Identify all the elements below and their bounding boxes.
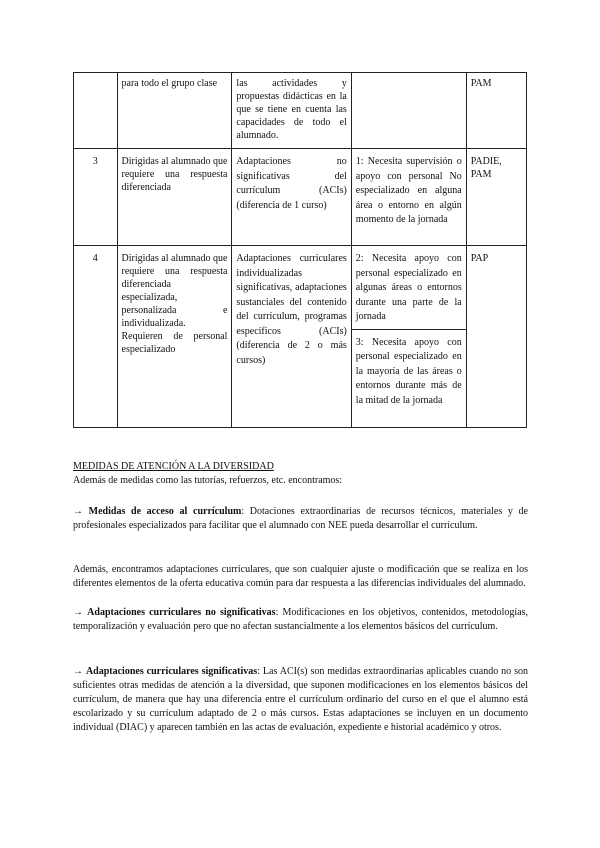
plan-cell: PAP	[466, 246, 526, 428]
target-cell: para todo el grupo clase	[117, 73, 232, 149]
table-row	[74, 246, 527, 330]
arrow-icon: →	[73, 506, 83, 517]
plan-cell: PAM	[466, 73, 526, 149]
diversity-levels-table	[73, 72, 527, 428]
support-cell: 3: Necesita apoyo con personal especializado en la mayoría de las áreas o entornos durante más de la mitad de la jornada	[351, 329, 466, 427]
level-number-cell: 4	[74, 246, 118, 428]
level-number-cell	[74, 73, 118, 149]
definition-text: : Dotaciones extraordinarias de recursos técnicos, materiales y de profesionales especializados para facilitar que el alumnado con NEE pueda desarrollar el currículum.	[73, 506, 528, 531]
significant-paragraph	[73, 665, 528, 735]
definition-text: : Modificaciones en los objetivos, contenidos, metodologías, temporalización y evaluación pero que no afectan sustancialmente a los elementos básicos del currículum.	[73, 607, 528, 632]
arrow-icon: →	[73, 666, 83, 677]
measures-cell: las actividades y propuestas didácticas en la que se tiene en cuenta las capacidades de todo el alumnado.	[232, 73, 351, 149]
intro-text: Además de medidas como las tutorías, refuerzos, etc. encontramos:	[73, 475, 343, 486]
arrow-icon: →	[73, 607, 83, 618]
table-row	[74, 149, 527, 246]
term-significant: Adaptaciones curriculares significativas	[85, 666, 258, 677]
level-number-cell: 3	[74, 149, 118, 246]
non-significant-paragraph	[73, 606, 528, 634]
measures-cell: Adaptaciones curriculares individualizadas significativas, adaptaciones sustanciales del contenido del currículum, programas específicos (ACIs) (diferencia de 2 o más cursos)	[232, 246, 351, 428]
target-cell: Dirigidas al alumnado que requiere una respuesta diferenciada	[117, 149, 232, 246]
diversity-section	[73, 460, 528, 488]
access-measures-paragraph	[73, 505, 528, 533]
table-row	[74, 73, 527, 149]
support-cell: 1: Necesita supervisión o apoyo con personal No especializado en alguna área o entorno en algún momento de la jornada	[351, 149, 466, 246]
support-cell: 2: Necesita apoyo con personal especializado en algunas áreas o entornos durante una parte de la jornada	[351, 246, 466, 330]
definition-text: : Las ACI(s) son medidas extraordinarias aplicables cuando no son suficientes otras medidas de atención a la diversidad, que suponen modificaciones en los elementos básicos del currículum, de manera que hay una diferencia entre el currículum ordinario del curso en el que el alumno está escolarizado y su currículum adaptado de 2 o más cursos. Estas adaptaciones se incluyen en un documento individual (DIAC) y aparecen también en las actas de evaluación, expediente e historial académico y otros.	[73, 666, 528, 733]
plan-cell: PADIE, PAM	[466, 149, 526, 246]
section-heading: MEDIDAS DE ATENCIÓN A LA DIVERSIDAD	[73, 461, 274, 472]
target-cell: Dirigidas al alumnado que requiere una respuesta diferenciada especializada, personalizada e individualizada. Requieren de personal especializado	[117, 246, 232, 428]
term-access-measures: Medidas de acceso al currículum	[88, 506, 242, 517]
adaptations-text: Además, encontramos adaptaciones curriculares, que son cualquier ajuste o modificación que se realiza en los diferentes elementos de la oferta educativa común para dar respuesta a las diferencias individuales del alumnado.	[73, 564, 528, 589]
term-non-significant: Adaptaciones curriculares no significativas	[87, 607, 276, 618]
measures-cell: Adaptaciones no significativas del currículum (ACIs) (diferencia de 1 curso)	[232, 149, 351, 246]
support-cell	[351, 73, 466, 149]
adaptations-paragraph	[73, 563, 528, 591]
